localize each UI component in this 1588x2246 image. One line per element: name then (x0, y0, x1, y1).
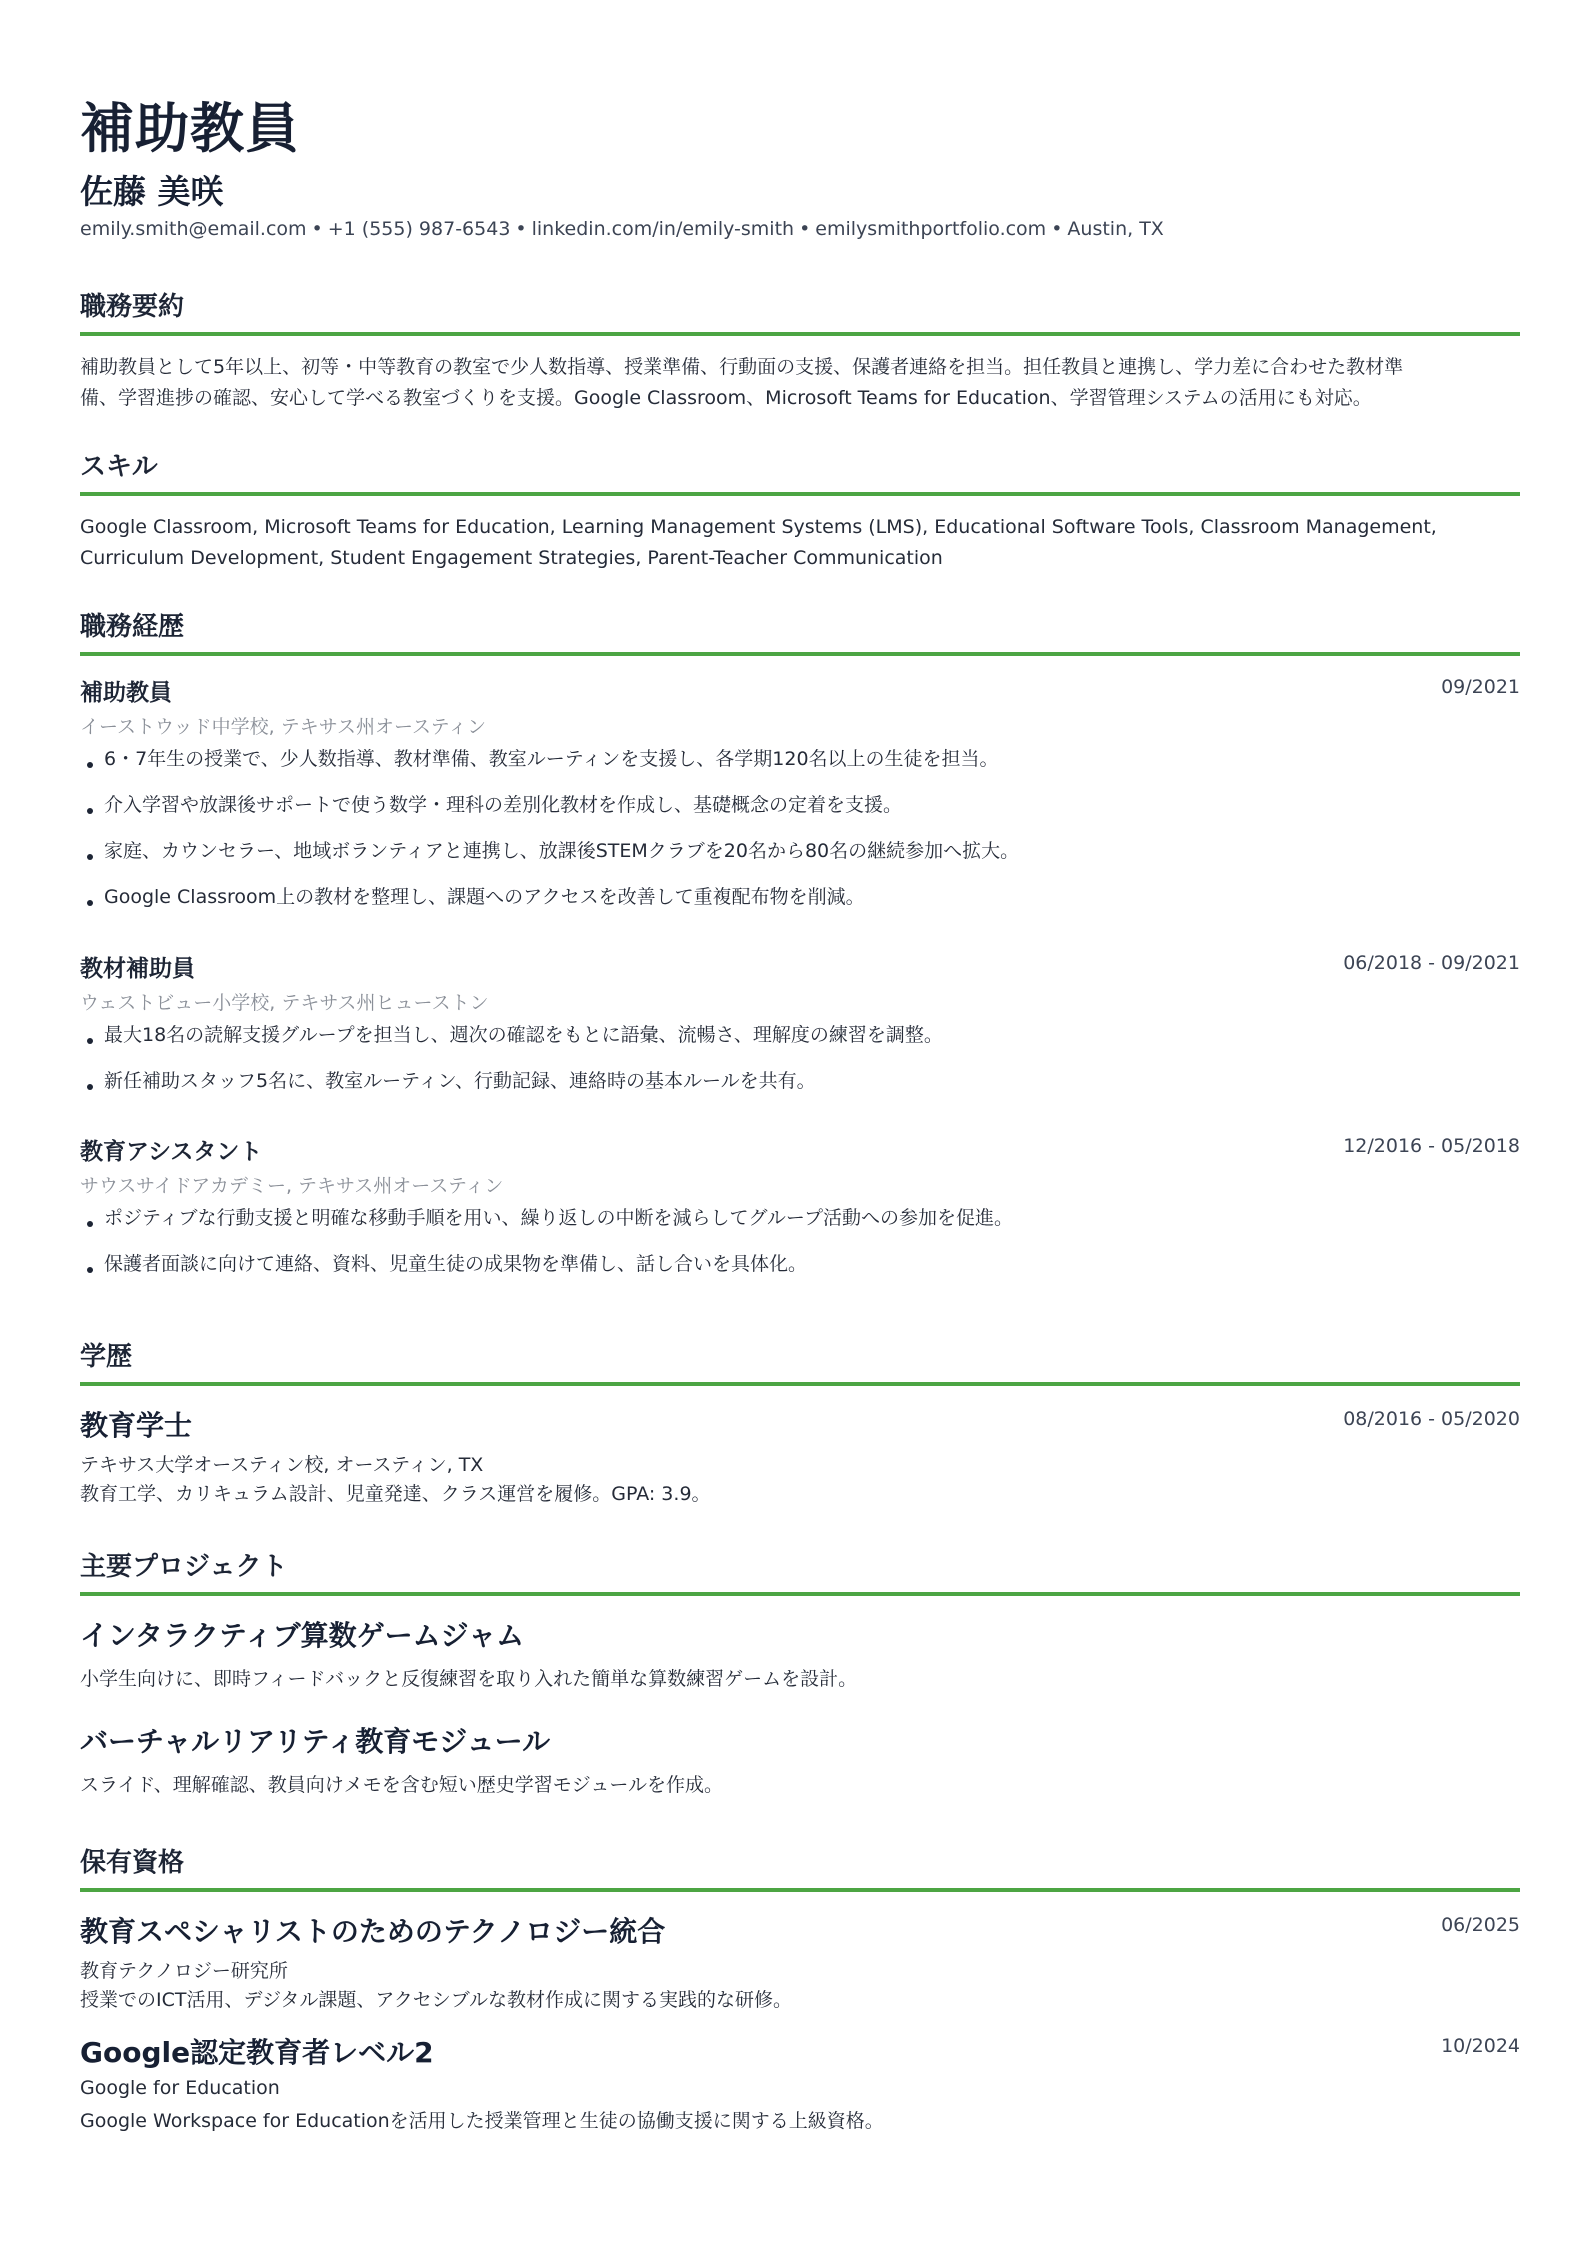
job-title: 教育アシスタント (80, 1139, 263, 1165)
contact-portfolio[interactable]: emilysmithportfolio.com (815, 218, 1047, 240)
summary-section (80, 288, 1520, 414)
resume-title: 補助教員 (80, 97, 300, 160)
contact-email[interactable]: emily.smith@email.com (80, 218, 307, 240)
section-divider (80, 1592, 1520, 1596)
person-name: 佐藤 美咲 (80, 172, 224, 211)
section-divider (80, 332, 1520, 336)
contact-line (80, 218, 1164, 240)
section-divider (80, 1888, 1520, 1892)
certification-date: 10/2024 (1441, 2035, 1520, 2057)
contact-separator: • (311, 218, 323, 240)
job-bullet: 最大18名の読解支援グループを担当し、週次の確認をもとに語彙、流暢さ、理解度の練習を調整。 (80, 1020, 943, 1066)
section-divider (80, 492, 1520, 496)
contact-separator: • (1051, 218, 1063, 240)
certification-title: 教育スペシャリストのためのテクノロジー統合 (80, 1915, 666, 1948)
certification-issuer: 教育テクノロジー研究所 (80, 1960, 288, 1982)
skills-section (80, 448, 1520, 574)
job-bullet: ポジティブな行動支援と明確な移動手順を用い、繰り返しの中断を減らしてグループ活動への参加を促進。 (80, 1203, 1013, 1249)
section-heading-certifications: 保有資格 (80, 1848, 185, 1878)
contact-location: Austin, TX (1067, 218, 1164, 240)
section-heading-projects: 主要プロジェクト (80, 1552, 288, 1582)
job-organization: ウェストビュー小学校, テキサス州ヒューストン (80, 992, 489, 1014)
job-bullet: Google Classroom上の教材を整理し、課題へのアクセスを改善して重複配布物を削減。 (80, 882, 1019, 928)
summary-text (80, 352, 1520, 414)
section-heading-skills: スキル (80, 452, 158, 482)
section-heading-education: 学歴 (80, 1342, 133, 1372)
section-heading-experience: 職務経歴 (80, 612, 185, 642)
skills-line: Curriculum Development, Student Engagement Strategies, Parent-Teacher Communication (80, 547, 943, 569)
job-date: 06/2018 - 09/2021 (1343, 952, 1520, 974)
project-title: バーチャルリアリティ教育モジュール (80, 1725, 551, 1758)
job-date: 12/2016 - 05/2018 (1343, 1135, 1520, 1157)
summary-line: 備、学習進捗の確認、安心して学べる教室づくりを支援。Google Classroom、Microsoft Teams for Education、学習管理システムの活用にも対応。 (80, 387, 1372, 409)
job-title: 補助教員 (80, 680, 172, 706)
certification-issuer: Google for Education (80, 2077, 280, 2099)
experience-section (80, 608, 1520, 656)
section-divider (80, 652, 1520, 656)
education-section (80, 1338, 1520, 1386)
school-name: テキサス大学オースティン校, オースティン, TX (80, 1454, 484, 1476)
certification-description: Google Workspace for Educationを活用した授業管理と生徒の協働支援に関する上級資格。 (80, 2110, 884, 2132)
education-date: 08/2016 - 05/2020 (1343, 1408, 1520, 1430)
job-bullet: 保護者面談に向けて連絡、資料、児童生徒の成果物を準備し、話し合いを具体化。 (80, 1249, 1013, 1295)
job-bullets (80, 744, 1019, 928)
skills-line: Google Classroom, Microsoft Teams for Education, Learning Management Systems (LMS), Educational Software Tools, Classroom Management, (80, 516, 1437, 538)
job-bullet: 6・7年生の授業で、少人数指導、教材準備、教室ルーティンを支援し、各学期120名以上の生徒を担当。 (80, 744, 1019, 790)
certification-date: 06/2025 (1441, 1914, 1520, 1936)
contact-separator: • (799, 218, 811, 240)
job-organization: サウスサイドアカデミー, テキサス州オースティン (80, 1175, 504, 1197)
contact-phone[interactable]: +1 (555) 987-6543 (327, 218, 511, 240)
education-detail: 教育工学、カリキュラム設計、児童発達、クラス運営を履修。GPA: 3.9。 (80, 1483, 711, 1505)
skills-text (80, 512, 1520, 574)
projects-section (80, 1548, 1520, 1596)
job-bullet: 介入学習や放課後サポートで使う数学・理科の差別化教材を作成し、基礎概念の定着を支援。 (80, 790, 1019, 836)
job-date: 09/2021 (1441, 676, 1520, 698)
certification-description: 授業でのICT活用、デジタル課題、アクセシブルな教材作成に関する実践的な研修。 (80, 1989, 793, 2011)
job-organization: イーストウッド中学校, テキサス州オースティン (80, 716, 487, 738)
section-divider (80, 1382, 1520, 1386)
certifications-section (80, 1844, 1520, 1892)
section-heading-summary: 職務要約 (80, 292, 185, 322)
certification-title: Google認定教育者レベル2 (80, 2036, 434, 2069)
contact-linkedin[interactable]: linkedin.com/in/emily-smith (531, 218, 795, 240)
job-bullets (80, 1020, 943, 1112)
contact-separator: • (515, 218, 527, 240)
job-bullet: 新任補助スタッフ5名に、教室ルーティン、行動記録、連絡時の基本ルールを共有。 (80, 1066, 943, 1112)
job-bullets (80, 1203, 1013, 1295)
degree-title: 教育学士 (80, 1409, 193, 1442)
summary-line: 補助教員として5年以上、初等・中等教育の教室で少人数指導、授業準備、行動面の支援、保護者連絡を担当。担任教員と連携し、学力差に合わせた教材準 (80, 356, 1404, 378)
project-title: インタラクティブ算数ゲームジャム (80, 1619, 525, 1652)
project-description: 小学生向けに、即時フィードバックと反復練習を取り入れた簡単な算数練習ゲームを設計。 (80, 1668, 858, 1690)
job-bullet: 家庭、カウンセラー、地域ボランティアと連携し、放課後STEMクラブを20名から80名の継続参加へ拡大。 (80, 836, 1019, 882)
project-description: スライド、理解確認、教員向けメモを含む短い歴史学習モジュールを作成。 (80, 1774, 723, 1796)
job-title: 教材補助員 (80, 956, 195, 982)
